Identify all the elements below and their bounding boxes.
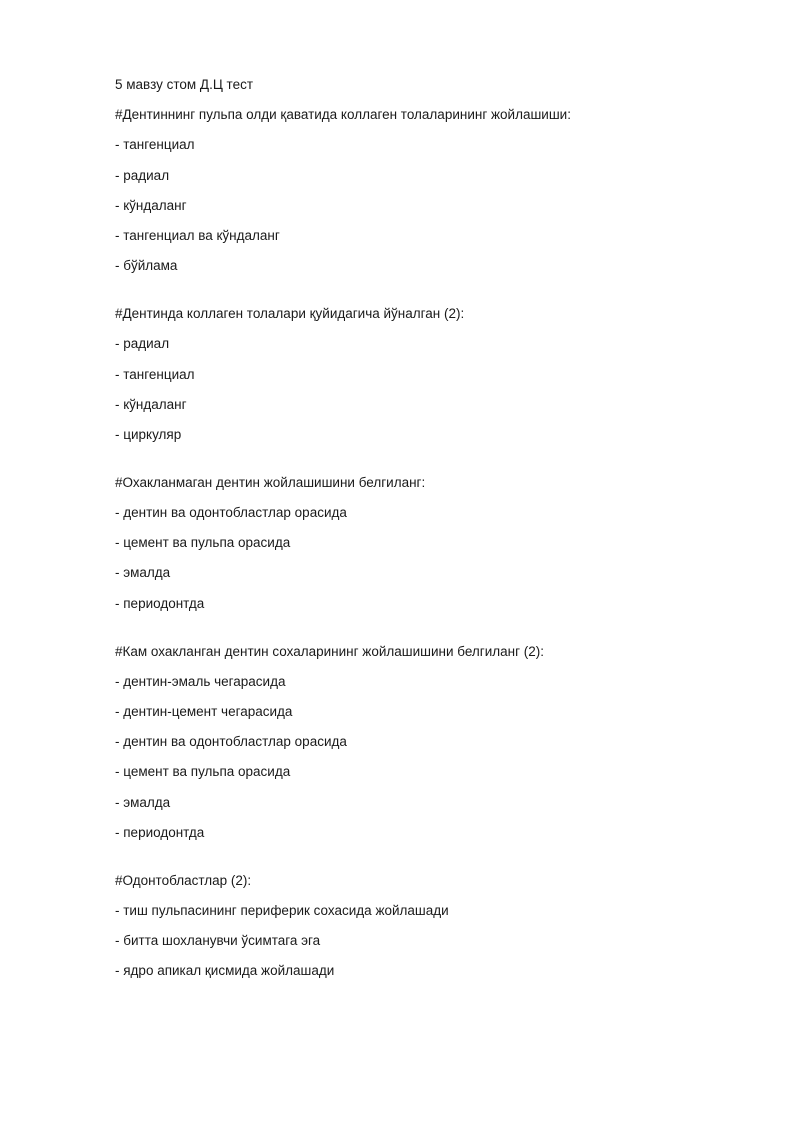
question-block-1 [115, 106, 735, 275]
question-block-4 [115, 643, 735, 842]
answer-option: - тиш пульпасининг периферик сохасида жойлашади [115, 902, 449, 918]
answer-option: - эмалда [115, 565, 171, 581]
answer-option: - цемент ва пульпа орасида [115, 535, 291, 551]
question-text: #Дентинда коллаген толалари қуйидагича йўналган (2): [115, 306, 465, 322]
answer-option: - дентин-эмаль чегарасида [115, 673, 286, 689]
question-text: #Охакланмаган дентин жойлашишини белгиланг: [115, 474, 426, 490]
answer-option: - дентин ва одонтобластлар орасида [115, 734, 347, 750]
answer-option: - битта шохланувчи ўсимтага эга [115, 933, 321, 949]
answer-option: - периодонтда [115, 824, 205, 840]
answer-option: - эмалда [115, 794, 171, 810]
answer-option: - периодонтда [115, 595, 205, 611]
question-block-2 [115, 305, 735, 444]
answer-option: - дентин ва одонтобластлар орасида [115, 505, 347, 521]
question-text: #Кам охакланган дентин сохаларининг жойлашишини белгиланг (2): [115, 643, 545, 659]
answer-option: - дентин-цемент чегарасида [115, 704, 293, 719]
question-text: #Одонтобластлар (2): [115, 872, 252, 888]
answer-option: - тангенциал [115, 137, 195, 153]
answer-option: - тангенциал [115, 366, 195, 382]
answer-option: - кўндаланг [115, 396, 187, 412]
question-block-5 [115, 872, 735, 981]
answer-option: - радиал [115, 167, 170, 183]
answer-option: - ядро апикал қисмида жойлашади [115, 963, 335, 979]
question-text: #Дентиннинг пульпа олди қаватида коллаген толаларининг жойлашиши: [115, 107, 571, 123]
answer-option: - циркуляр [115, 426, 182, 442]
document-content [115, 76, 735, 993]
answer-option: - радиал [115, 336, 170, 352]
document-title: 5 мавзу стом Д.Ц тест [115, 77, 254, 92]
answer-option: - тангенциал ва кўндаланг [115, 227, 280, 243]
answer-option: - цемент ва пульпа орасида [115, 764, 291, 780]
answer-option: - бўйлама [115, 258, 178, 274]
question-block-3 [115, 474, 735, 613]
answer-option: - кўндаланг [115, 197, 187, 213]
